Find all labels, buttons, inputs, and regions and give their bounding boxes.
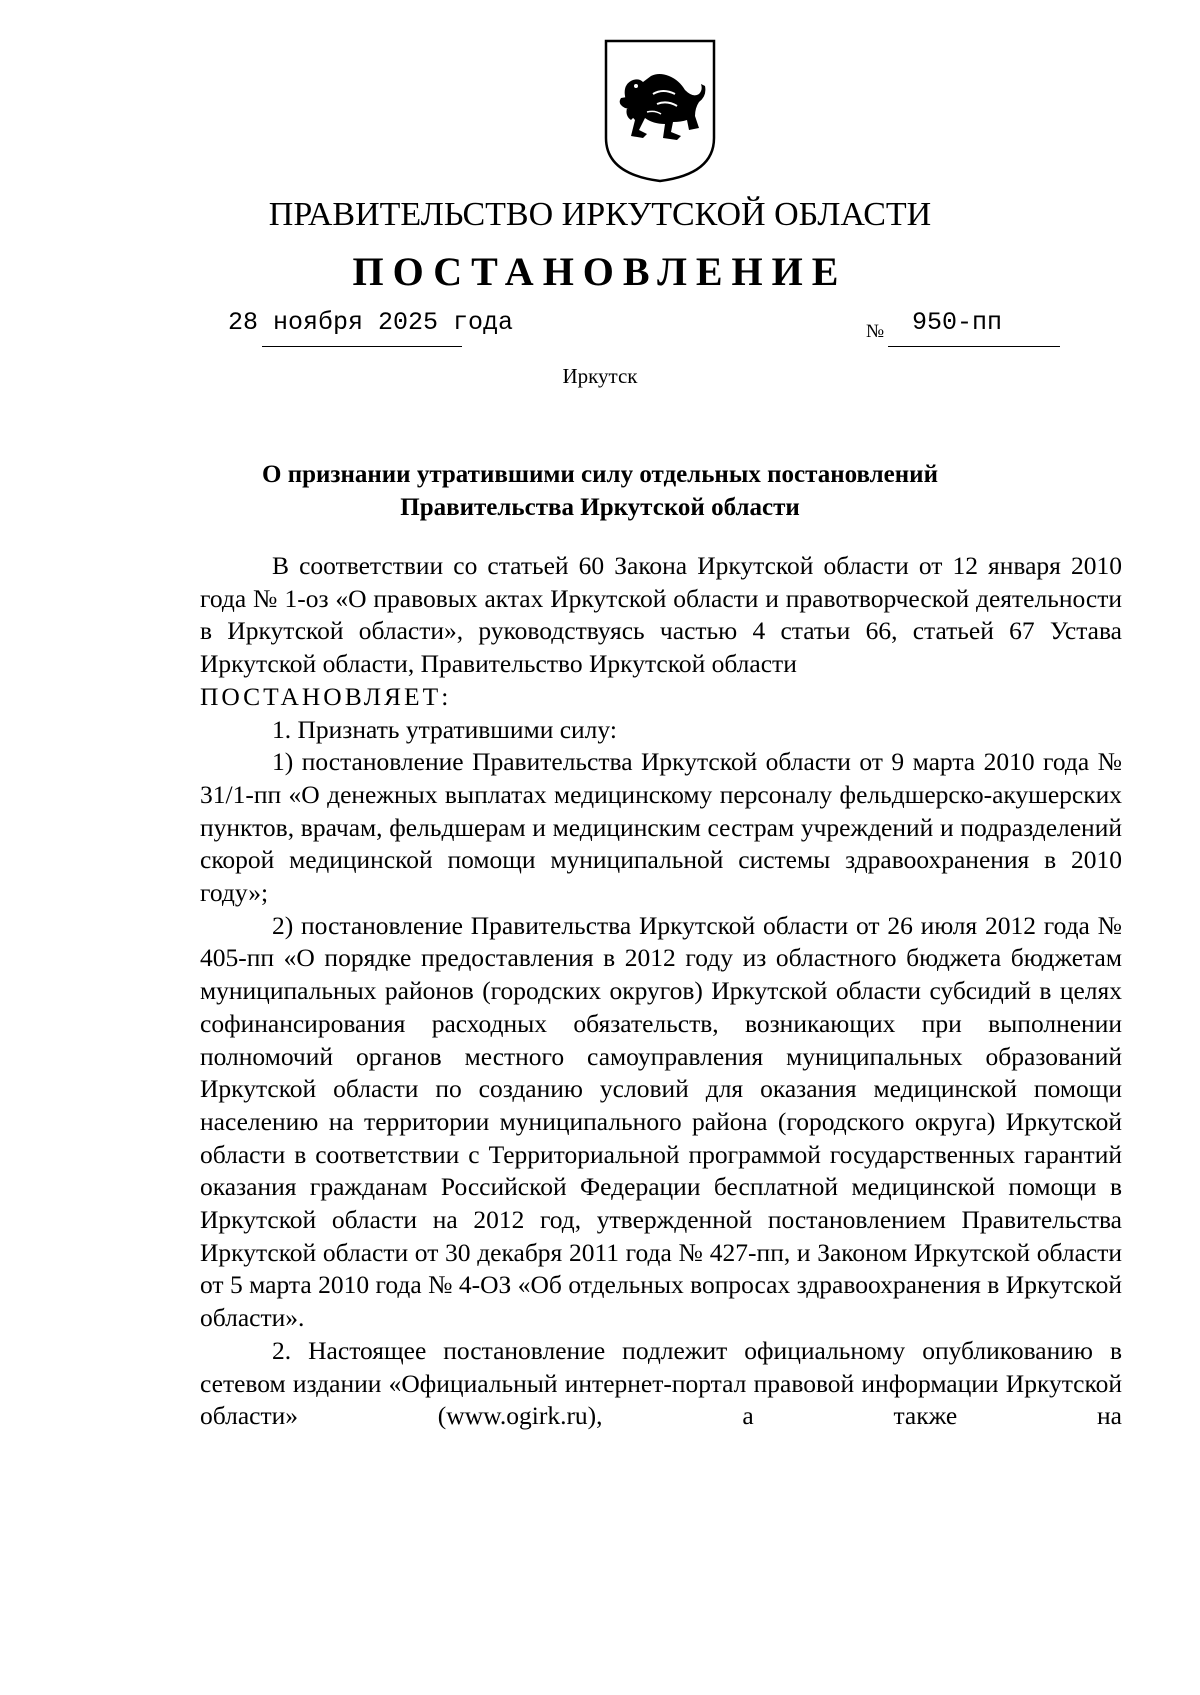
city-name: Иркутск [562,364,638,388]
subject-line-1: О признании утратившими силу отдельных постановлений [262,461,938,488]
subject-line-2: Правительства Иркутской области [400,494,800,521]
item-1-subitem-1: 1) постановление Правительства Иркутской области от 9 марта 2010 года № 31/1-пп «О денежных выплатах медицинскому персоналу фельдшерско-акушерских пунктов, врачам, фельдшерам и медицинским сестрам учреждений и подразделений скорой медицинской помощи муниципальной системы здравоохранения в 2010 году»; [200,747,1122,908]
irkutsk-coat-of-arms-icon [603,38,717,184]
item-1-intro: 1. Признать утратившими силу: [272,714,617,744]
document-subject [0,458,1200,524]
item-1-subitem-2: 2) постановление Правительства Иркутской области от 26 июля 2012 года № 405-пп «О порядке предоставления в 2012 году из областного бюджета бюджетам муниципальных районов (городских округов) Иркутской области субсидий в целях софинансирования расходных обязательств, возникающих при выполнении полномочий органов местного самоуправления муниципальных образований Иркутской области по созданию условий для оказания медицинской помощи населению на территории муниципального района (городского округа) Иркутской области в соответствии с Территориальной программой государственных гарантий оказания гражданам Российской Федерации бесплатной медицинской помощи в Иркутской области на 2012 год, утвержденной постановлением Правительства Иркутской области от 30 декабря 2011 года № 427-пп, и Законом Иркутской области от 5 марта 2010 года № 4-ОЗ «Об отдельных вопросах здравоохранения в Иркутской области». [200,910,1122,1333]
item-2-paragraph: 2. Настоящее постановление подлежит официальному опубликованию в сетевом издании «Официальный интернет-портал правовой информации Иркутской области» (www.ogirk.ru), а также на [200,1335,1122,1431]
date-underline [262,346,462,347]
government-title: ПРАВИТЕЛЬСТВО ИРКУТСКОЙ ОБЛАСТИ [268,196,932,233]
document-type: ПОСТАНОВЛЕНИЕ [352,249,848,294]
document-body [200,550,1122,1433]
preamble-paragraph: В соответствии со статьей 60 Закона Иркутской области от 12 января 2010 года № 1-оз «О правовых актах Иркутской области и правотворческой деятельности в Иркутской области», руководствуясь частью 4 статьи 66, статьей 67 Устава Иркутской области, Правительство Иркутской области [200,551,1122,679]
decree-word: ПОСТАНОВЛЯЕТ: [200,681,452,711]
document-date: 28 ноября 2025 года [228,308,514,337]
number-sign: № [866,321,885,342]
document-number: 950-пп [912,308,1003,337]
number-underline [888,346,1060,347]
